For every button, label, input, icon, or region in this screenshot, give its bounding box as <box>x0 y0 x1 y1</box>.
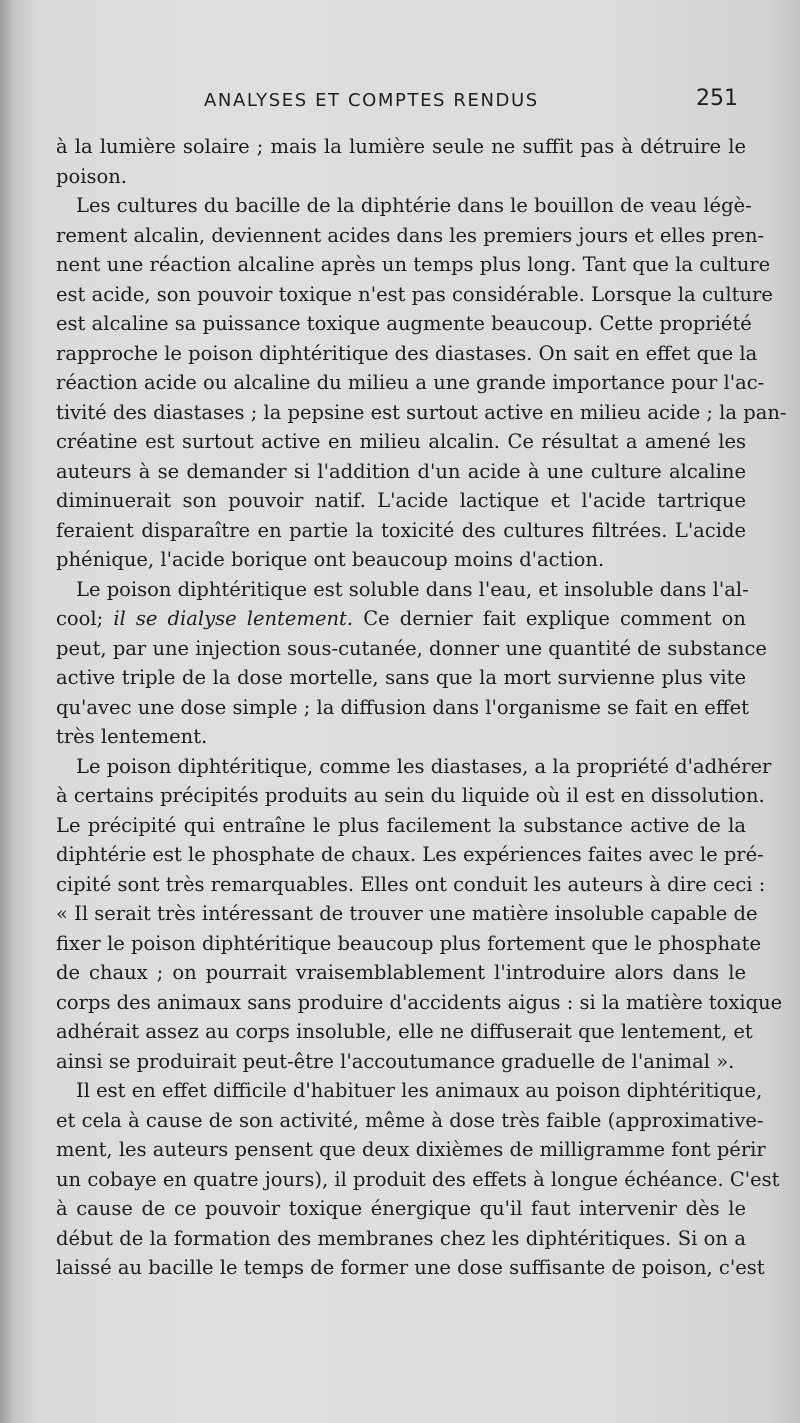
text-line: Le poison diphtéritique est soluble dans l'eau, et insoluble dans l'al- <box>76 577 749 601</box>
text-line: Les cultures du bacille de la diphtérie dans le bouillon de veau légè- <box>76 194 752 217</box>
text-line: adhérait assez au corps insoluble, elle ne diffuserait que lentement, et <box>56 1020 753 1043</box>
text-line: cipité sont très remarquables. Elles ont conduit les auteurs à dire ceci : <box>56 872 766 896</box>
text-line: peut, par une injection sous-cutanée, donner une quantité de substance <box>56 636 767 660</box>
text-line: à la lumière solaire ; mais la lumière seule ne suffit pas à détruire le <box>56 135 746 158</box>
text-fragment: cool; <box>56 607 104 630</box>
text-line: à certains précipités produits au sein du liquide où il est en dissolution. <box>56 784 765 807</box>
text-line: très lentement. <box>56 725 208 748</box>
text-line: fixer le poison diphtéritique beaucoup plus fortement que le phosphate <box>56 931 762 955</box>
text-line: est acide, son pouvoir toxique n'est pas considérable. Lorsque la culture <box>56 282 773 306</box>
text-fragment: Ce dernier fait explique comment on <box>363 607 746 630</box>
text-line: et cela à cause de son activité, même à dose très faible (approximative- <box>56 1108 764 1132</box>
page-number: 251 <box>696 86 738 111</box>
text-line: « Il serait très intéressant de trouver une matière insoluble capable de <box>56 902 758 925</box>
text-line: rapproche le poison diphtéritique des diastases. On sait en effet que la <box>56 341 758 365</box>
text-line: laissé au bacille le temps de former une dose suffisante de poison, c'est <box>56 1256 765 1279</box>
text-line-mixed <box>56 604 746 634</box>
text-line: créatine est surtout active en milieu alcalin. Ce résultat a amené les <box>56 430 746 453</box>
text-line: un cobaye en quatre jours), il produit des effets à longue échéance. C'est <box>56 1167 780 1191</box>
text-line: diphtérie est le phosphate de chaux. Les expériences faites avec le pré- <box>56 843 764 866</box>
text-line: rement alcalin, deviennent acides dans les premiers jours et elles pren- <box>56 223 765 247</box>
running-title: ANALYSES ET COMPTES RENDUS <box>204 90 539 111</box>
text-line: de chaux ; on pourrait vraisemblablement l'introduire alors dans le <box>56 961 746 984</box>
text-line: poison. <box>56 164 127 188</box>
text-line: auteurs à se demander si l'addition d'un acide à une culture alcaline <box>56 459 746 483</box>
text-line: ment, les auteurs pensent que deux dixièmes de milligramme font périr <box>56 1138 766 1161</box>
text-line: corps des animaux sans produire d'accidents aigus : si la matière toxique <box>56 990 783 1014</box>
text-line: est alcaline sa puissance toxique augmente beaucoup. Cette propriété <box>56 312 752 335</box>
page-header <box>0 84 800 120</box>
text-line: début de la formation des membranes chez les diphtéritiques. Si on a <box>56 1226 746 1250</box>
text-line: Il est en effet difficile d'habituer les animaux au poison diphtéritique, <box>76 1079 763 1102</box>
text-line: active triple de la dose mortelle, sans que la mort survienne plus vite <box>56 666 746 689</box>
text-line: ainsi se produirait peut-être l'accoutumance graduelle de l'animal ». <box>56 1049 735 1073</box>
text-line: qu'avec une dose simple ; la diffusion dans l'organisme se fait en effet <box>56 695 750 719</box>
text-line: Le poison diphtéritique, comme les diastases, a la propriété d'adhérer <box>76 754 772 778</box>
body-text <box>56 132 787 1283</box>
text-line: à cause de ce pouvoir toxique énergique qu'il faut intervenir dès le <box>56 1197 746 1220</box>
text-line: feraient disparaître en partie la toxicité des cultures filtrées. L'acide <box>56 518 746 542</box>
italic-text: il se dialyse lentement. <box>113 607 354 630</box>
text-line: nent une réaction alcaline après un temps plus long. Tant que la culture <box>56 253 771 276</box>
text-line: phénique, l'acide borique ont beaucoup moins d'action. <box>56 548 605 571</box>
text-line: diminuerait son pouvoir natif. L'acide lactique et l'acide tartrique <box>56 489 746 512</box>
text-line: tivité des diastases ; la pepsine est surtout active en milieu acide ; la pan- <box>56 400 787 424</box>
text-line: Le précipité qui entraîne le plus facilement la substance active de la <box>56 813 746 837</box>
text-line: réaction acide ou alcaline du milieu a une grande importance pour l'ac- <box>56 371 765 394</box>
